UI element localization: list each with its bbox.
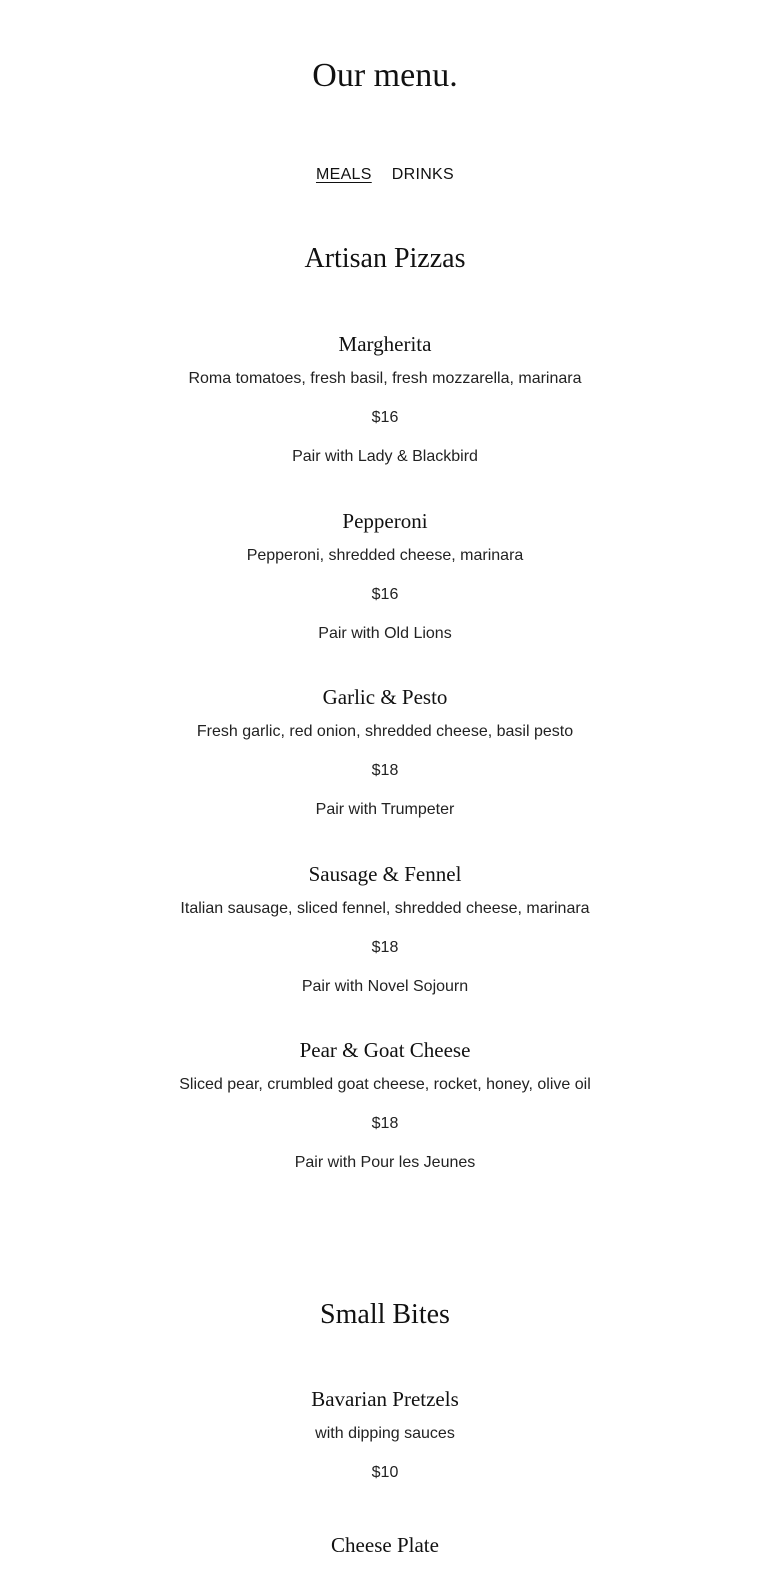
item-pairing: Pair with Pour les Jeunes — [294, 1154, 476, 1171]
menu-item — [0, 330, 770, 468]
item-pairing: Pair with Trumpeter — [315, 801, 455, 818]
item-description: Sliced pear, crumbled goat cheese, rocket, honey, olive oil — [179, 1076, 591, 1093]
item-name: Garlic & Pesto — [322, 685, 448, 709]
tab-drinks[interactable]: DRINKS — [391, 166, 454, 183]
section-title-artisan-pizzas: Artisan Pizzas — [304, 243, 466, 274]
section-title-small-bites: Small Bites — [320, 1299, 450, 1330]
menu-item — [0, 1531, 770, 1559]
menu-tabs — [0, 164, 770, 186]
menu-item — [0, 1036, 770, 1174]
item-description: with dipping sauces — [315, 1425, 455, 1442]
item-pairing: Pair with Old Lions — [318, 625, 452, 642]
item-description: Fresh garlic, red onion, shredded cheese, basil pesto — [196, 723, 574, 740]
item-description: Pepperoni, shredded cheese, marinara — [246, 547, 524, 564]
item-price: $18 — [371, 762, 399, 779]
item-description: Roma tomatoes, fresh basil, fresh mozzarella, marinara — [188, 370, 582, 387]
menu-item — [0, 507, 770, 645]
item-name: Pear & Goat Cheese — [299, 1038, 471, 1062]
tab-meals[interactable]: MEALS — [315, 166, 372, 183]
item-pairing: Pair with Novel Sojourn — [301, 978, 469, 995]
item-price: $16 — [371, 586, 399, 603]
menu-item — [0, 683, 770, 821]
item-price: $18 — [371, 939, 399, 956]
item-name: Cheese Plate — [331, 1533, 439, 1557]
item-name: Bavarian Pretzels — [311, 1387, 459, 1411]
page-title: Our menu. — [312, 57, 458, 94]
item-price: $16 — [371, 409, 399, 426]
item-price: $10 — [371, 1464, 399, 1481]
item-pairing: Pair with Lady & Blackbird — [292, 448, 478, 465]
item-name: Sausage & Fennel — [308, 862, 462, 886]
item-description: Italian sausage, sliced fennel, shredded cheese, marinara — [180, 900, 590, 917]
item-name: Pepperoni — [342, 509, 428, 533]
item-price: $18 — [371, 1115, 399, 1132]
item-name: Margherita — [338, 332, 432, 356]
menu-item — [0, 1385, 770, 1484]
menu-item — [0, 860, 770, 998]
